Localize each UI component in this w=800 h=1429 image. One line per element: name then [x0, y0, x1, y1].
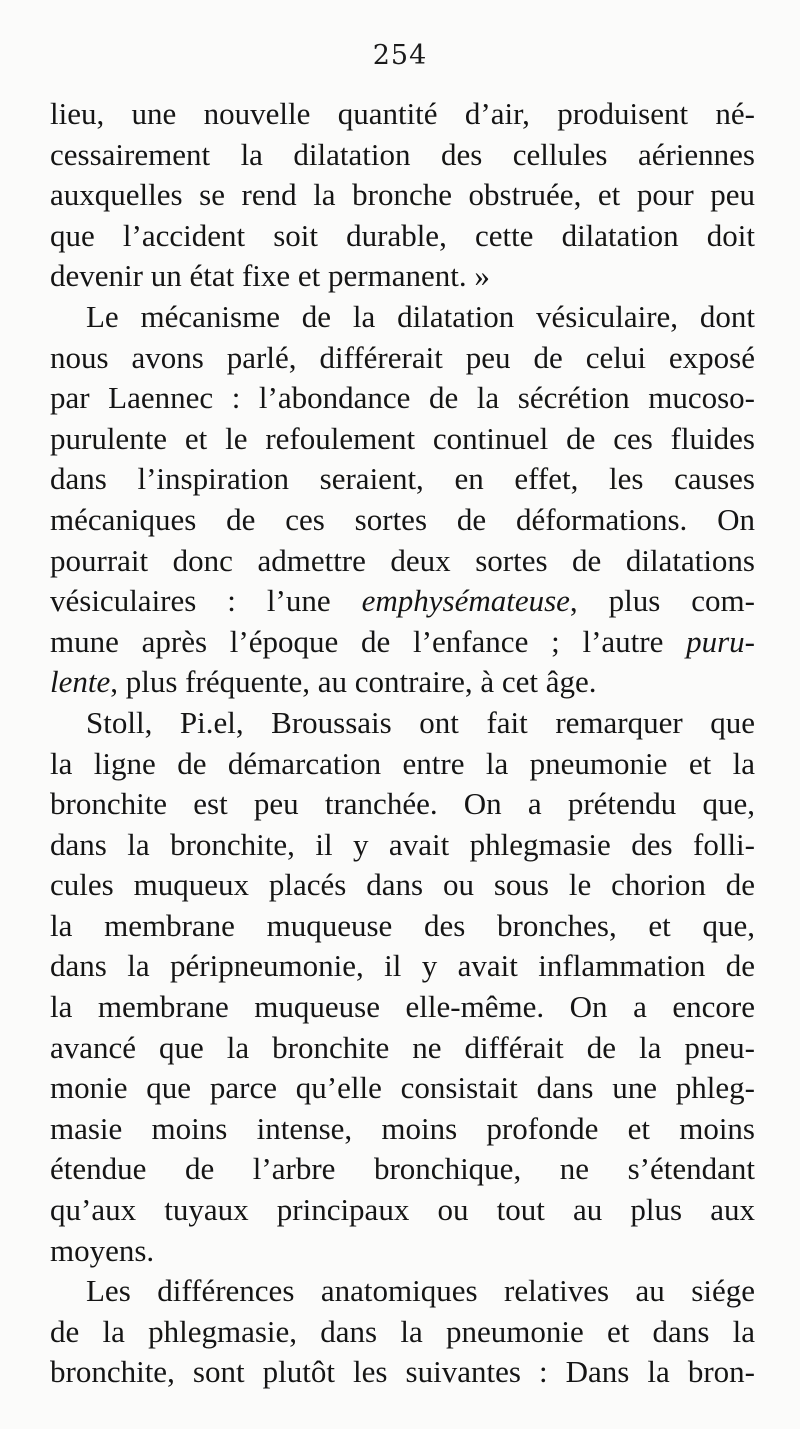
text-line — [50, 581, 755, 622]
text-segment: avancé que la bronchite ne différait de la pneu- — [50, 1029, 755, 1065]
text-line — [50, 865, 755, 906]
text-segment: bronchite, sont plutôt les suivantes : Dans la bron- — [50, 1354, 755, 1390]
text-line — [50, 1231, 755, 1272]
text-line — [50, 338, 755, 379]
text-line — [50, 500, 755, 541]
text-line — [50, 216, 755, 257]
body-text — [50, 94, 755, 1393]
text-line — [50, 703, 755, 744]
text-segment: cessairement la dilatation des cellules aériennes — [50, 136, 755, 172]
text-line — [50, 987, 755, 1028]
text-segment: monie que parce qu’elle consistait dans une phleg- — [50, 1070, 755, 1106]
text-segment: la membrane muqueuse elle-même. On a encore — [50, 989, 755, 1025]
text-line — [50, 541, 755, 582]
text-line — [50, 1028, 755, 1069]
text-segment: cules muqueux placés dans ou sous le chorion de — [50, 867, 755, 903]
text-segment: la ligne de démarcation entre la pneumonie et la — [50, 745, 755, 781]
text-line — [50, 1190, 755, 1231]
text-segment: étendue de l’arbre bronchique, ne s’étendant — [50, 1151, 755, 1187]
text-line — [50, 459, 755, 500]
text-segment: moyens. — [50, 1232, 155, 1268]
page-number: 254 — [372, 40, 428, 71]
text-segment: Le mécanisme de la dilatation vésiculaire, dont — [86, 298, 755, 334]
italic-text: lente — [50, 664, 111, 700]
text-segment: qu’aux tuyaux principaux ou tout au plus aux — [50, 1192, 755, 1228]
text-line — [50, 297, 755, 338]
text-segment: la membrane muqueuse des bronches, et que, — [50, 907, 755, 943]
italic-text: puru- — [686, 623, 755, 659]
text-segment: par Laennec : l’abondance de la sécrétion mucoso- — [50, 380, 755, 416]
text-line — [50, 1068, 755, 1109]
text-segment: de la phlegmasie, dans la pneumonie et dans la — [50, 1313, 755, 1349]
text-line — [50, 1271, 755, 1312]
text-line — [50, 906, 755, 947]
text-line — [50, 1352, 755, 1393]
text-segment: vésiculaires : l’une — [50, 583, 362, 619]
text-line — [50, 784, 755, 825]
text-line — [50, 378, 755, 419]
text-line — [50, 946, 755, 987]
text-line — [50, 419, 755, 460]
text-segment: mécaniques de ces sortes de déformations. On — [50, 501, 755, 537]
text-segment: lieu, une nouvelle quantité d’air, produisent né- — [50, 96, 755, 131]
text-line — [50, 1149, 755, 1190]
text-segment: que l’accident soit durable, cette dilatation doit — [50, 217, 755, 253]
text-line — [50, 1312, 755, 1353]
text-segment: mune après l’époque de l’enfance ; l’autre — [50, 623, 687, 659]
text-line — [50, 256, 755, 297]
text-segment: dans l’inspiration seraient, en effet, les causes — [50, 461, 755, 497]
text-line — [50, 744, 755, 785]
text-line — [50, 175, 755, 216]
text-segment: bronchite est peu tranchée. On a prétendu que, — [50, 786, 755, 822]
text-segment: nous avons parlé, différerait peu de celui exposé — [50, 339, 755, 375]
text-segment: dans la péripneumonie, il y avait inflammation de — [50, 948, 755, 984]
text-segment: , plus com- — [569, 583, 755, 619]
text-segment: Stoll, Pi.el, Broussais ont fait remarquer que — [86, 704, 755, 740]
text-segment: dans la bronchite, il y avait phlegmasie des folli- — [50, 826, 755, 862]
text-line — [50, 135, 755, 176]
text-line — [50, 662, 755, 703]
italic-text: emphysémateuse — [361, 583, 570, 619]
text-segment: devenir un état fixe et permanent. » — [50, 258, 490, 294]
text-segment: masie moins intense, moins profonde et moins — [50, 1110, 755, 1146]
text-segment: auxquelles se rend la bronche obstruée, et pour peu — [50, 177, 755, 213]
text-line — [50, 94, 755, 135]
text-segment: Les différences anatomiques relatives au siége — [86, 1273, 755, 1309]
text-line — [50, 1109, 755, 1150]
text-line — [50, 622, 755, 663]
text-segment: pourrait donc admettre deux sortes de dilatations — [50, 542, 755, 578]
text-line — [50, 825, 755, 866]
text-segment: purulente et le refoulement continuel de ces fluides — [50, 420, 755, 456]
text-segment: , plus fréquente, au contraire, à cet âge. — [110, 664, 597, 700]
